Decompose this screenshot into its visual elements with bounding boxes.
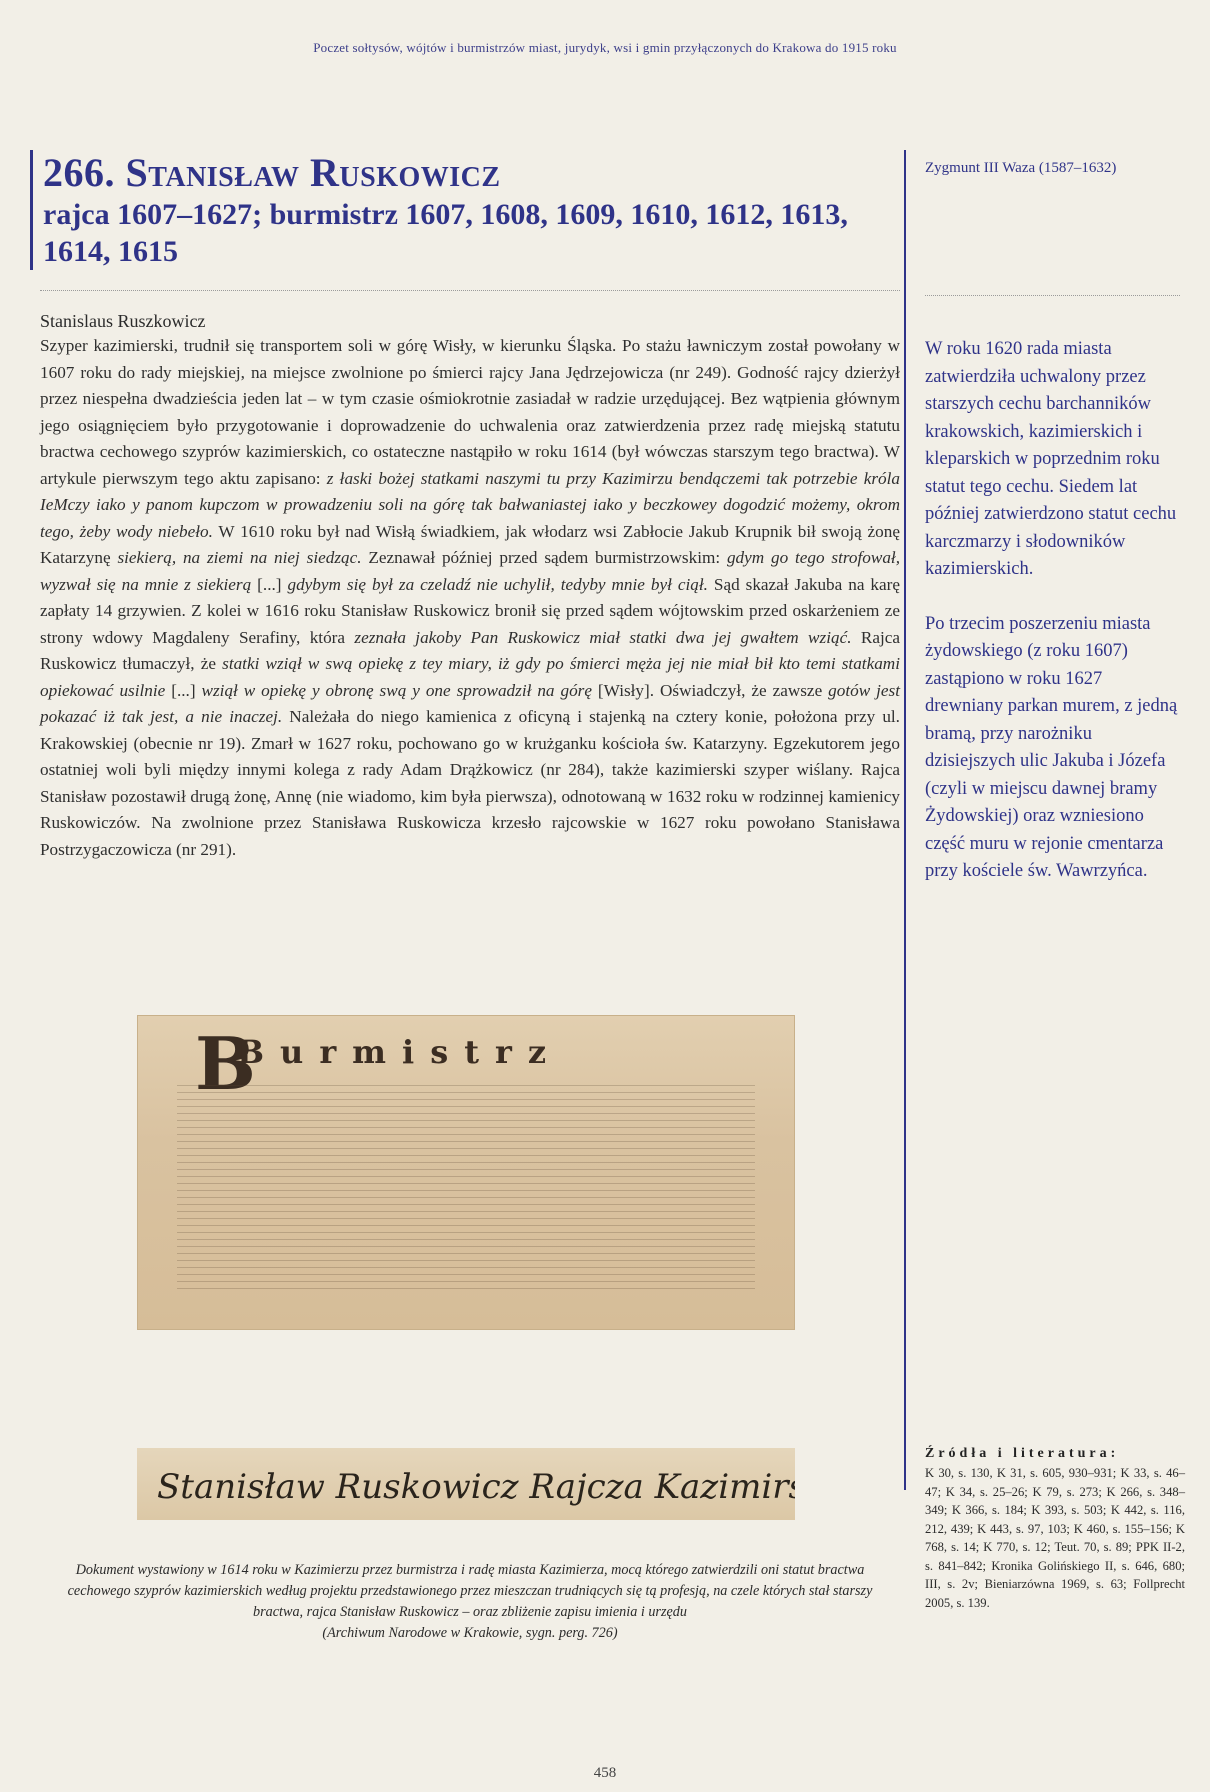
sources-title: Źródła i literatura: [925,1446,1120,1461]
bio-text: Rajca Ruskowicz tłumaczył, że [40,627,900,673]
signature-closeup [137,1448,795,1520]
bio-text: [...] [165,680,202,700]
sidebar-divider [925,295,1180,296]
sidebar-note: Po trzecim poszerzeniu miasta żydowskiego (z roku 1607) zastąpiono w roku 1627 drewniany parkan murem, z jedną bramą, przy narożniku dzisiejszych ulic Jakuba i Józefa (czyli w miejscu dawnej bramy Żydowskiej) oraz wzniesiono część muru w rejonie cmentarza przy kościele św. Wawrzyńca. [925,613,1178,881]
bio-quote: wziął w opiekę y obronę swą y one sprowadził na górę [201,680,592,700]
divider [40,290,900,291]
bio-quote: siekierą, na ziemi na niej siedząc. [117,548,362,567]
bio-quote: zeznała jakoby Pan Ruskowicz miał statki dwa jej gwałtem wziąć. [354,627,852,647]
bio-text: [...] [251,574,288,594]
bio-text: [Wisły]. Oświadczył, że zawsze [591,680,829,700]
sidebar-note: W roku 1620 rada miasta zatwierdziła uchwalony przez starszych cechu barchanników krakowskich, kazimierskich i kleparskich w poprzednim roku statut tego cechu. Siedem lat później zatwierdzono statut cechu karczmarzy i słodowników kazimierskich. [925,339,1177,579]
column-divider [904,150,906,1490]
document-photo [137,1015,795,1330]
document-text-lines [177,1085,755,1300]
main-column [40,150,900,863]
bio-text: Zeznawał później przed sądem burmistrzowskim: [361,548,727,567]
sidebar [925,160,1180,913]
running-header: Poczet sołtysów, wójtów i burmistrzów miast, jurydyk, wsi i gmin przyłączonych do Krakowa do 1915 roku [313,40,897,55]
signature-text: Stanisław Ruskowicz Rajcza Kazimirski [157,1467,795,1507]
entry-title-block [30,150,900,270]
page-number: 458 [593,1765,617,1781]
caption-text: Dokument wystawiony w 1614 roku w Kazimierzu przez burmistrza i radę miasta Kazimierza, mocą którego zatwierdzili oni statut bractwa cechowego szyprów kazimierskich według projektu przedstawionego przez mieszczan trudniących się tą profesją, na czele których stał starszy bractwa, rajca Stanisław Ruskowicz – oraz zbliżenie zapisu imienia i urzędu [67,1562,873,1620]
document-heading: Burmistrz [237,1033,563,1071]
entry-title: 266. Stanisław Ruskowicz [43,150,501,195]
caption-source: (Archiwum Narodowe w Krakowie, sygn. perg. 726) [322,1625,618,1641]
sources-text: K 30, s. 130, K 31, s. 605, 930–931; K 33, s. 46–47; K 34, s. 25–26; K 79, s. 273; K 266, s. 348–349; K 366, s. 184; K 393, s. 503; K 442, s. 116, 212, 439; K 443, s. 97, 103; K 460, s. 155–156; K 768, s. 14; K 770, s. 12; Teut. 70, s. 89; PPK II-2, s. 841–842; Kronika Golińskiego II, s. 646, 680; III, s. 2v; Bieniarzówna 1969, s. 63; Follprecht 2005, s. 139. [925,1466,1185,1610]
signature-image [137,1448,795,1520]
bio-quote: z łaski bożej statkami naszymi tu przy Kazimirzu bendączemi tak potrzebie króla IeMczy iako y panom kupczom w prowadzeniu soli na górę tak bałwaniastej iako y beczkowey dogodzić możemy, okrom tego, żeby wody niebeło. [40,468,900,541]
alternate-name: Stanislaus Ruszkowicz [40,311,206,331]
figure-caption [50,1560,890,1644]
bio-text: Należała do niego kamienica z oficyną i stajenką na cztery konie, położona przy ul. Krakowskiej (obecnie nr 19). Zmarł w 1627 roku, pochowano go w krużganku kościoła św. Katarzyny. Egzekutorem jego ostatniej woli byli między innymi kolega z rady Adam Drążkowicz (nr 284), także kazimierski szyper wiślany. Rajca Stanisław pozostawił drugą żonę, Annę (nie wiadomo, kim była pierwsza), odnotowaną w 1632 roku w rodzinnej kamienicy Ruskowiczów. Na zwolnione przez Stanisława Ruskowicza krzesło rajcowskie w 1627 roku powołano Stanisława Postrzygaczowicza (nr 291). [40,707,900,859]
bio-quote: gdym go tego strofował, wyzwał się na mnie z siekierą [40,548,901,594]
sources-block [925,1446,1185,1612]
bio-text: W 1610 roku był nad Wisłą świadkiem, jak włodarz wsi Zabłocie Jakub Krupnik bił swoją żonę Katarzynę [40,521,900,567]
bio-quote: statki wziął w swą opiekę z tey miary, iż gdy po śmierci męża jej nie miał bił kto temi statkami opiekować usilnie [40,654,900,700]
bio-quote: gdybym się był za czeladź nie uchylił, tedyby mnie był ciął. [287,574,708,594]
entry-roles: rajca 1607–1627; burmistrz 1607, 1608, 1609, 1610, 1612, 1613, 1614, 1615 [43,198,848,268]
reign-label: Zygmunt III Waza (1587–1632) [925,160,1117,176]
document-initial: B [195,1021,256,1106]
bio-quote: gotów jest pokazać iż tak jest, a nie inaczej. [40,680,900,726]
biography-text [40,333,900,863]
bio-text: Szyper kazimierski, trudnił się transportem soli w górę Wisły, w kierunku Śląska. Po stażu ławniczym został powołany w 1607 roku do rady miejskiej, na miejsce zwolnione po śmierci rajcy Jana Jędrzejowicza (nr 249). Godność rajcy dzierżył przez niespełna dwadzieścia jeden lat – w tym czasie ośmiokrotnie zasiadał w radzie urzędującej. Bez wątpienia głównym jego osiągnięciem było przygotowanie i doprowadzenie do uchwalenia oraz zatwierdzenia przez radę miejską statutu bractwa cechowego szyprów kazimierskich, co ostateczne nastąpiło w roku 1614 (był wówczas starszym tego bractwa). W artykule pierwszym tego aktu zapisano: [40,336,900,488]
bio-text: Sąd skazał Jakuba na karę zapłaty 14 grzywien. Z kolei w 1616 roku Stanisław Ruskowicz bronił się przed sądem wójtowskim przed oskarżeniem ze strony wdowy Magdaleny Serafiny, która [40,574,901,647]
